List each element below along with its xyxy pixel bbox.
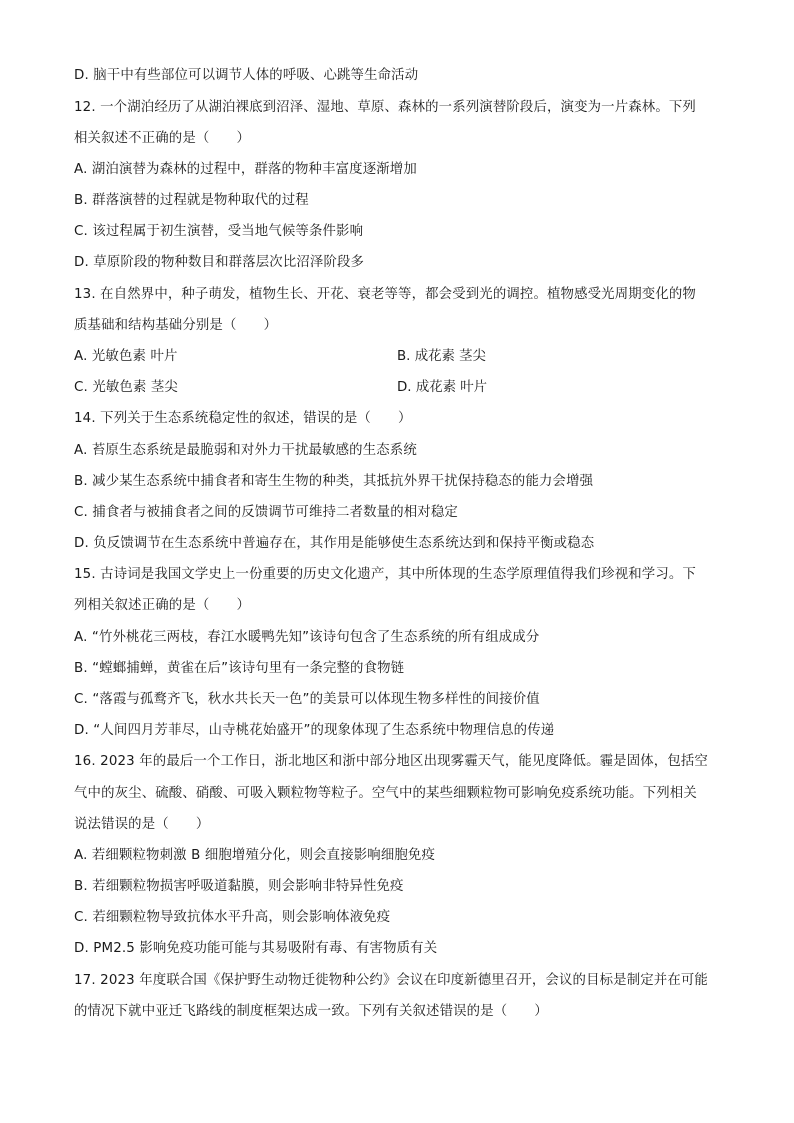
option-right: D. 成花素 叶片 [397,380,488,395]
text-line: D. “人间四月芳菲尽，山寺桃花始盛开”的现象体现了生态系统中物理信息的传递 [74,723,555,738]
text-line: B. 若细颗粒物损害呼吸道黏膜，则会影响非特异性免疫 [74,879,404,894]
text-line: A. 若细颗粒物刺激 B 细胞增殖分化，则会直接影响细胞免疫 [74,848,436,863]
text-line: B. 群落演替的过程就是物种取代的过程 [74,193,309,208]
text-line: 16. 2023 年的最后一个工作日，浙北地区和浙中部分地区出现雾霾天气，能见度降低。霾是固体，包括空 [74,754,708,769]
text-line: A. 湖泊演替为森林的过程中，群落的物种丰富度逐渐增加 [74,162,417,177]
text-line: C. 光敏色素 茎尖 [74,380,178,395]
text-line: 17. 2023 年度联合国《保护野生动物迁徙物种公约》会议在印度新德里召开，会议的目标是制定并在可能 [74,973,708,988]
text-line: 气中的灰尘、硫酸、硝酸、可吸入颗粒物等粒子。空气中的某些细颗粒物可影响免疫系统功能。下列相关 [74,786,697,801]
text-line: A. “竹外桃花三两枝，春江水暖鸭先知”该诗句包含了生态系统的所有组成成分 [74,630,540,645]
text-line: A. 光敏色素 叶片 [74,349,178,364]
text-line: A. 苔原生态系统是最脆弱和对外力干扰最敏感的生态系统 [74,443,417,458]
text-line: B. 减少某生态系统中捕食者和寄生生物的种类，其抵抗外界干扰保持稳态的能力会增强 [74,474,594,489]
text-line: C. 若细颗粒物导致抗体水平升高，则会影响体液免疫 [74,910,391,925]
text-line: C. “落霞与孤鹜齐飞，秋水共长天一色”的美景可以体现生物多样性的间接价值 [74,692,540,707]
option-right: B. 成花素 茎尖 [397,349,486,364]
text-line: 相关叙述不正确的是（ ） [74,131,251,146]
text-line: B. “螳螂捕蝉，黄雀在后”该诗句里有一条完整的食物链 [74,661,405,676]
text-line: D. PM2.5 影响免疫功能可能与其易吸附有毒、有害物质有关 [74,941,438,956]
text-line: 13. 在自然界中，种子萌发，植物生长、开花、衰老等等，都会受到光的调控。植物感受光周期变化的物 [74,287,696,302]
text-line: 说法错误的是（ ） [74,817,210,832]
text-line: D. 草原阶段的物种数目和群落层次比沼泽阶段多 [74,255,365,270]
text-line: 14. 下列关于生态系统稳定性的叙述，错误的是（ ） [74,411,412,426]
text-line: 的情况下就中亚迁飞路线的制度框架达成一致。下列有关叙述错误的是（ ） [74,1004,548,1019]
text-line: D. 脑干中有些部位可以调节人体的呼吸、心跳等生命活动 [74,68,419,83]
text-line: 列相关叙述正确的是（ ） [74,598,251,613]
text-line: 12. 一个湖泊经历了从湖泊裸底到沼泽、湿地、草原、森林的一系列演替阶段后，演变为一片森林。下列 [74,100,696,115]
text-line: 15. 古诗词是我国文学史上一份重要的历史文化遗产，其中所体现的生态学原理值得我们珍视和学习。下 [74,567,696,582]
text-line: D. 负反馈调节在生态系统中普遍存在，其作用是能够使生态系统达到和保持平衡或稳态 [74,536,595,551]
text-line: C. 该过程属于初生演替，受当地气候等条件影响 [74,224,364,239]
text-line: C. 捕食者与被捕食者之间的反馈调节可维持二者数量的相对稳定 [74,505,458,520]
text-line: 质基础和结构基础分别是（ ） [74,318,278,333]
